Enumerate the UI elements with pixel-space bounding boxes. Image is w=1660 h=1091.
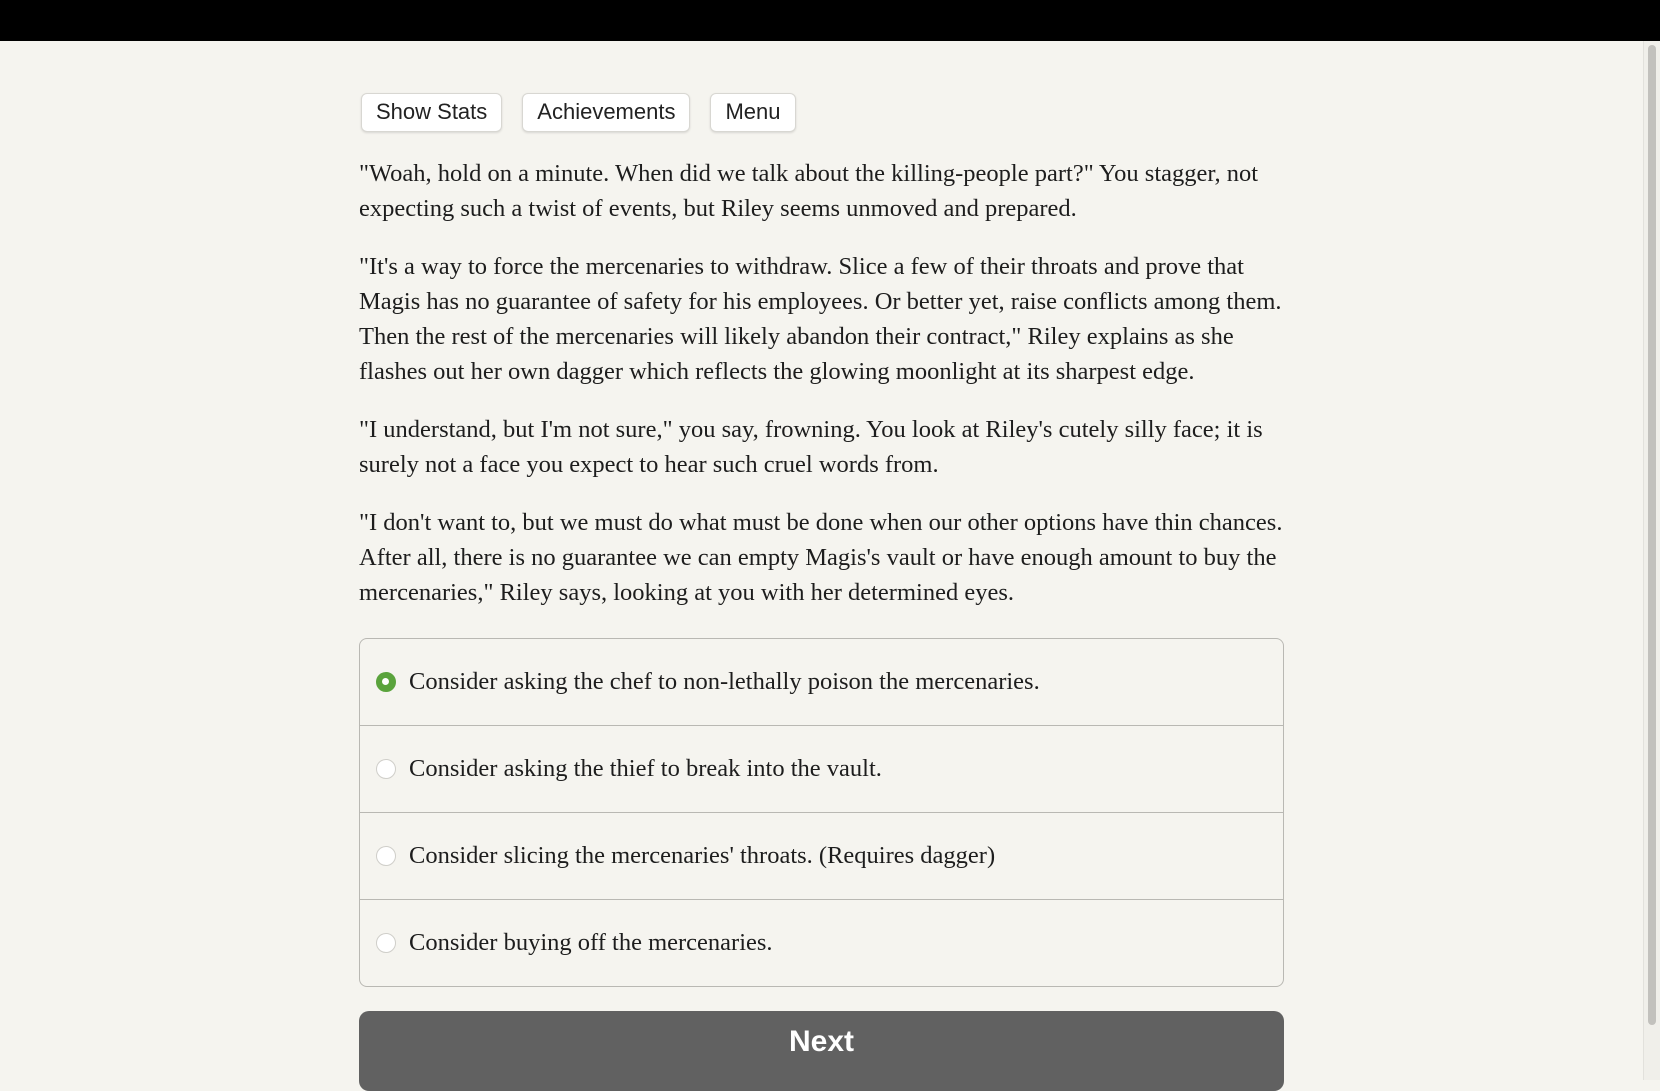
main-content — [359, 93, 1284, 1091]
story-paragraph: "I don't want to, but we must do what must be done when our other options have thin chances. After all, there is no guarantee we can empty Magis's vault or have enough amount to buy the mercenaries," Riley says, looking at you with her determined eyes. — [359, 509, 1283, 606]
show-stats-button[interactable]: Show Stats — [361, 93, 502, 132]
choice-option-throats[interactable] — [360, 813, 1283, 900]
achievements-button[interactable]: Achievements — [522, 93, 690, 132]
story-text — [359, 156, 1284, 610]
radio-button[interactable] — [376, 933, 396, 953]
radio-button[interactable] — [376, 759, 396, 779]
choice-label: Consider slicing the mercenaries' throats. (Requires dagger) — [409, 842, 996, 869]
toolbar — [361, 93, 1284, 132]
choice-option-vault[interactable] — [360, 726, 1283, 813]
choice-list — [359, 638, 1284, 987]
browser-top-bar — [0, 0, 1660, 41]
choice-label: Consider buying off the mercenaries. — [409, 929, 773, 956]
menu-button[interactable]: Menu — [710, 93, 795, 132]
choice-option-poison[interactable] — [360, 639, 1283, 726]
radio-button[interactable] — [376, 672, 396, 692]
story-paragraph: "It's a way to force the mercenaries to withdraw. Slice a few of their throats and prove that Magis has no guarantee of safety for his employees. Or better yet, raise conflicts among them. Then the rest of the mercenaries will likely abandon their contract," Riley explains as she flashes out her own dagger which reflects the glowing moonlight at its sharpest edge. — [359, 253, 1282, 385]
choice-label: Consider asking the thief to break into the vault. — [409, 755, 882, 782]
next-button[interactable]: Next — [359, 1011, 1284, 1091]
story-paragraph: "I understand, but I'm not sure," you say, frowning. You look at Riley's cutely silly face; it is surely not a face you expect to hear such cruel words from. — [359, 416, 1263, 478]
story-paragraph: "Woah, hold on a minute. When did we talk about the killing-people part?" You stagger, not expecting such a twist of events, but Riley seems unmoved and prepared. — [359, 160, 1259, 222]
choice-option-buy-off[interactable] — [360, 900, 1283, 986]
scrollbar[interactable] — [1643, 41, 1660, 1080]
radio-button[interactable] — [376, 846, 396, 866]
scrollbar-thumb[interactable] — [1648, 45, 1656, 1025]
choice-label: Consider asking the chef to non-lethally poison the mercenaries. — [409, 668, 1040, 695]
